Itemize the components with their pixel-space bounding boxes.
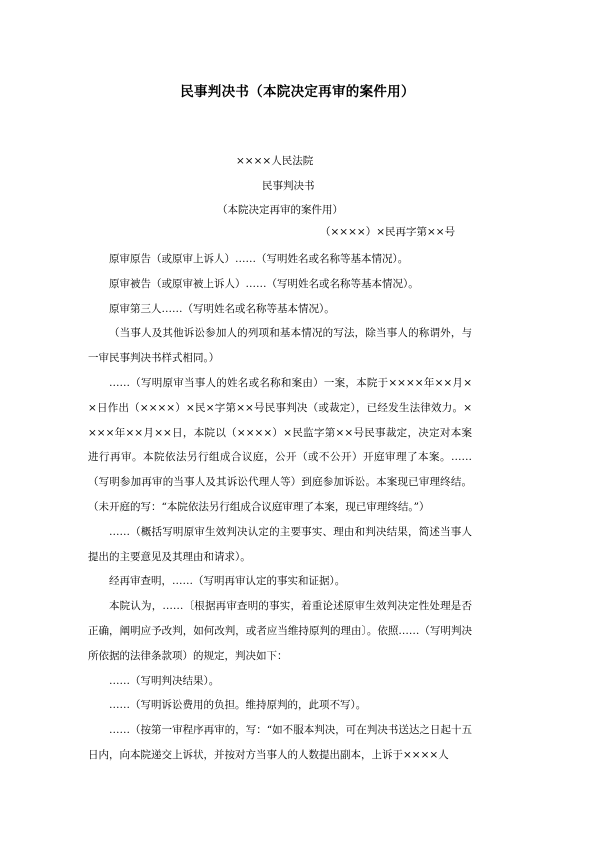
paragraph-original-plaintiff: 原审原告（或原审上诉人）……（写明姓名或名称等基本情况）。 — [109, 253, 409, 265]
paragraph-case-history: ……（写明原审当事人的姓名或名称和案由）一案，本院于××××年××月××日作出（××××）×民×字第××号民事判决（或裁定），已经发生法律效力。××××年××月××日，本院以（××××）×民监字第××号民事裁定，决定对本案进行再审。本院依法另行组成合议庭，公开（或不公开）开庭审理了本案。……（写明参加再审的当事人及其诉讼代理人等）到庭参加诉讼。本案现已审理终结。（未开庭的写：“本院依法另行组成合议庭审理了本案，现已审理终结。”） — [88, 376, 472, 513]
paragraph-appeal-notice: ……（按第一审程序再审的，写：“如不服本判决，可在判决书送达之日起十五日内，向本院递交上诉状，并按对方当事人的人数提出副本，上诉于××××人 — [88, 724, 472, 761]
court-name: ××××人民法院 — [236, 155, 314, 167]
document-type: 民事判决书 — [262, 180, 315, 192]
document-subtype: （本院决定再审的案件用） — [217, 204, 343, 216]
case-number: （××××）×民再字第××号 — [320, 226, 456, 238]
document-body — [88, 247, 472, 768]
paragraph-party-note: （当事人及其他诉讼参加人的列项和基本情况的写法，除当事人的称谓外，与一审民事判决书样式相同。） — [88, 327, 472, 365]
paragraph-third-party: 原审第三人……（写明姓名或名称等基本情况）。 — [109, 302, 335, 315]
paragraph-court-opinion: 本院认为，……〔根据再审查明的事实，着重论述原审生效判决定性处理是否正确，阐明应予改判，如何改判，或者应当维持原判的理由〕。依照……（写明判决所依据的法律条款项）的规定，判决如下： — [88, 600, 472, 662]
document-title: 民事判决书（本院决定再审的案件用） — [180, 84, 415, 100]
paragraph-original-defendant: 原审被告（或原审被上诉人）……（写明姓名或名称等基本情况）。 — [109, 277, 419, 290]
paragraph-litigation-costs: ……（写明诉讼费用的负担。维持原判的，此项不写）。 — [109, 699, 367, 712]
paragraph-judgment-result: ……（写明判决结果）。 — [109, 674, 220, 687]
paragraph-retrial-findings: 经再审查明，……（写明再审认定的事实和证据）。 — [109, 575, 346, 588]
paragraph-original-judgment-summary: ……（概括写明原审生效判决认定的主要事实、理由和判决结果，简述当事人提出的主要意见及其理由和请求）。 — [88, 525, 472, 563]
